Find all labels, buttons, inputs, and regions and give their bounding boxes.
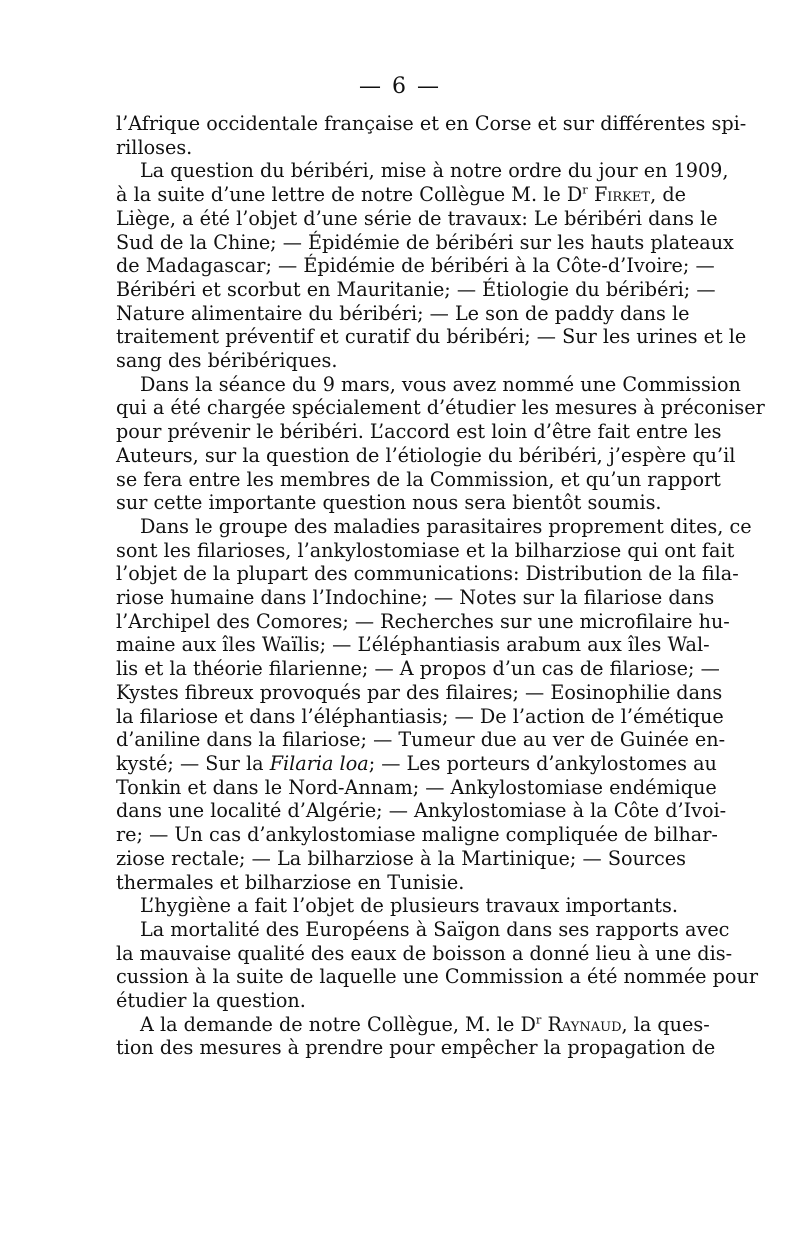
text-line: Tonkin et dans le Nord-Annam; — Ankylostomiase endémique: [116, 775, 717, 799]
text-line: Kystes fibreux provoqués par des filaires; — Eosinophilie dans: [116, 680, 723, 704]
superscript: r: [535, 1012, 542, 1027]
text-line: se fera entre les membres de la Commission, et qu’un rapport: [116, 467, 721, 491]
text-line: l’Archipel des Comores; — Recherches sur une microfilaire hu-: [116, 609, 730, 633]
text-line: tion des mesures à prendre pour empêcher la propagation de: [116, 1036, 716, 1060]
text-line: lis et la théorie filarienne; — A propos d’un cas de filariose; —: [116, 657, 720, 681]
text-line: [116, 751, 717, 776]
text-line: Nature alimentaire du béribéri; — Le son de paddy dans le: [116, 301, 690, 325]
text-line: Dans la séance du 9 mars, vous avez nommé une Commission: [140, 372, 741, 396]
text-line: traitement préventif et curatif du béribéri; — Sur les urines et le: [116, 325, 747, 349]
text-line: re; — Un cas d’ankylostomiase maligne compliquée de bilhar-: [116, 823, 718, 847]
text-line: rilloses.: [116, 135, 193, 159]
text-line: étudier la question.: [116, 989, 306, 1013]
paragraph: [116, 1012, 716, 1060]
text-line: cussion à la suite de laquelle une Commission a été nommée pour: [116, 965, 758, 989]
paragraph: [116, 112, 747, 159]
text-run: , de: [650, 183, 686, 207]
text-line: Dans le groupe des maladies parasitaires proprement dites, ce: [140, 514, 752, 538]
text-line: pour prévenir le béribéri. L’accord est loin d’être fait entre les: [116, 420, 722, 444]
text-run: A la demande de notre Collègue, M. le D: [140, 1012, 536, 1036]
text-line: L’hygiène a fait l’objet de plusieurs travaux importants.: [140, 894, 678, 918]
text-line: sont les filarioses, l’ankylostomiase et la bilharziose qui ont fait: [116, 538, 735, 562]
text-run: ; — Les porteurs d’ankylostomes au: [368, 751, 717, 775]
text-line: qui a été chargée spécialement d’étudier les mesures à préconiser: [116, 396, 765, 420]
text-line: Liège, a été l’objet d’une série de travaux: Le béribéri dans le: [116, 206, 718, 230]
paragraph: [116, 159, 747, 373]
text-line: [116, 1012, 710, 1037]
text-line: riose humaine dans l’Indochine; — Notes sur la filariose dans: [116, 586, 715, 610]
superscript: r: [582, 182, 588, 197]
text-line: Sud de la Chine; — Épidémie de béribéri sur les hauts plateaux: [116, 230, 734, 254]
text-line: La mortalité des Européens à Saïgon dans ses rapports avec: [140, 917, 730, 941]
paragraph: [116, 894, 686, 918]
text-line: l’objet de la plupart des communications: Distribution de la fila-: [116, 562, 739, 586]
text-line: sur cette importante question nous sera bientôt soumis.: [116, 491, 662, 515]
paragraph: [116, 917, 758, 1013]
species-name: Filaria loa: [269, 751, 369, 775]
text-line: dans une localité d’Algérie; — Ankylostomiase à la Côte d’Ivoi-: [116, 799, 727, 823]
text-line: ziose rectale; — La bilharziose à la Martinique; — Sources: [116, 846, 686, 870]
text-line: Auteurs, sur la question de l’étiologie du béribéri, j’espère qu’il: [116, 443, 736, 467]
text-run: à la suite d’une lettre de notre Collègue M. le D: [116, 183, 583, 207]
text-line: Béribéri et scorbut en Mauritanie; — Étiologie du béribéri; —: [116, 277, 716, 301]
text-line: maine aux îles Waïlis; — L’éléphantiasis arabum aux îles Wal-: [116, 633, 710, 657]
text-run: kysté; — Sur la: [116, 751, 270, 775]
text-line: l’Afrique occidentale française et en Corse et sur différentes spi-: [116, 112, 747, 135]
page-number: — 6 —: [359, 74, 441, 99]
text-run: , la ques-: [621, 1012, 710, 1036]
text-line: [116, 183, 686, 207]
text-line: sang des béribériques.: [116, 349, 338, 373]
text-line: la filariose et dans l’éléphantiasis; — De l’action de l’émétique: [116, 704, 724, 728]
author-name: Raynaud: [547, 1012, 622, 1036]
text-line: de Madagascar; — Épidémie de béribéri à la Côte-d’Ivoire; —: [116, 254, 715, 278]
paragraph: [116, 514, 752, 894]
text-line: thermales et bilharziose en Tunisie.: [116, 870, 465, 894]
body-text: [116, 112, 765, 1060]
text-line: La question du béribéri, mise à notre ordre du jour en 1909,: [140, 159, 729, 183]
text-line: d’aniline dans la filariose; — Tumeur due au ver de Guinée en-: [116, 728, 726, 752]
author-name: Firket: [593, 183, 651, 207]
paragraph: [116, 372, 765, 515]
text-line: la mauvaise qualité des eaux de boisson a donné lieu à une dis-: [116, 941, 733, 965]
